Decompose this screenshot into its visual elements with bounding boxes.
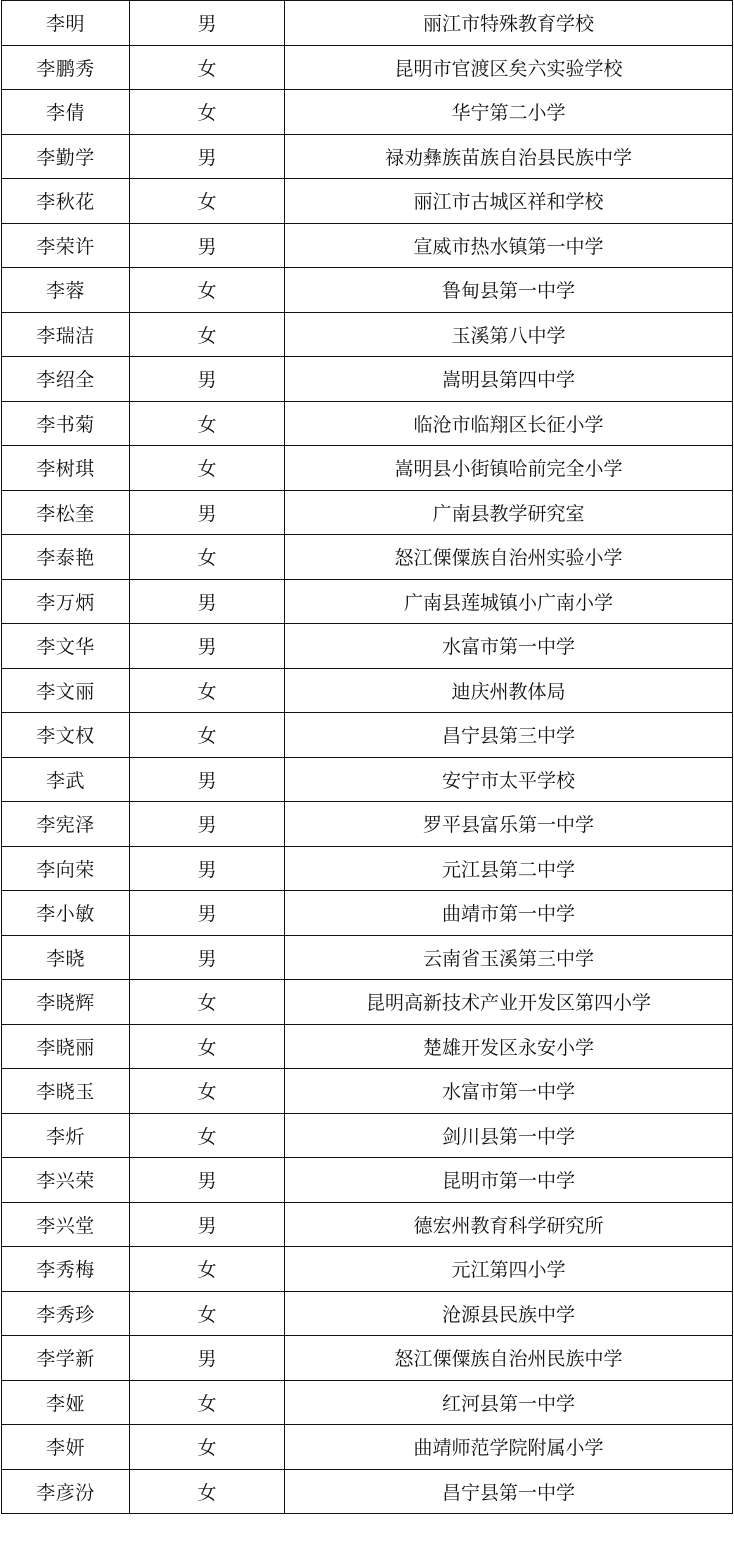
school-cell: 元江县第二中学 [285, 846, 733, 891]
roster-table [1, 0, 733, 1514]
school-cell: 安宁市太平学校 [285, 757, 733, 802]
name-cell: 李妍 [2, 1425, 130, 1470]
name-cell: 李蓉 [2, 268, 130, 313]
table-row [2, 446, 733, 491]
table-row [2, 802, 733, 847]
gender-cell: 男 [130, 757, 285, 802]
school-cell: 禄劝彝族苗族自治县民族中学 [285, 134, 733, 179]
school-cell: 昌宁县第三中学 [285, 713, 733, 758]
school-cell: 曲靖市第一中学 [285, 891, 733, 936]
table-row [2, 90, 733, 135]
name-cell: 李兴荣 [2, 1158, 130, 1203]
gender-cell: 男 [130, 891, 285, 936]
school-cell: 嵩明县小街镇哈前完全小学 [285, 446, 733, 491]
name-cell: 李武 [2, 757, 130, 802]
school-cell: 昌宁县第一中学 [285, 1469, 733, 1514]
gender-cell: 女 [130, 179, 285, 224]
name-cell: 李晓玉 [2, 1069, 130, 1114]
gender-cell: 女 [130, 1069, 285, 1114]
name-cell: 李瑞洁 [2, 312, 130, 357]
table-row [2, 891, 733, 936]
school-cell: 沧源县民族中学 [285, 1291, 733, 1336]
name-cell: 李绍全 [2, 357, 130, 402]
roster-body [2, 1, 733, 1514]
school-cell: 水富市第一中学 [285, 1069, 733, 1114]
gender-cell: 女 [130, 90, 285, 135]
name-cell: 李彦汾 [2, 1469, 130, 1514]
table-row [2, 535, 733, 580]
gender-cell: 女 [130, 713, 285, 758]
gender-cell: 女 [130, 1425, 285, 1470]
table-row [2, 1425, 733, 1470]
gender-cell: 女 [130, 1024, 285, 1069]
name-cell: 李秀珍 [2, 1291, 130, 1336]
school-cell: 怒江傈僳族自治州民族中学 [285, 1336, 733, 1381]
name-cell: 李晓丽 [2, 1024, 130, 1069]
table-row [2, 1291, 733, 1336]
school-cell: 怒江傈僳族自治州实验小学 [285, 535, 733, 580]
school-cell: 宣威市热水镇第一中学 [285, 223, 733, 268]
gender-cell: 女 [130, 1113, 285, 1158]
table-row [2, 1247, 733, 1292]
gender-cell: 男 [130, 223, 285, 268]
gender-cell: 女 [130, 312, 285, 357]
name-cell: 李兴堂 [2, 1202, 130, 1247]
gender-cell: 女 [130, 401, 285, 446]
gender-cell: 女 [130, 980, 285, 1025]
name-cell: 李松奎 [2, 490, 130, 535]
name-cell: 李文权 [2, 713, 130, 758]
school-cell: 昆明高新技术产业开发区第四小学 [285, 980, 733, 1025]
school-cell: 玉溪第八中学 [285, 312, 733, 357]
school-cell: 昆明市官渡区矣六实验学校 [285, 45, 733, 90]
gender-cell: 男 [130, 624, 285, 669]
table-row [2, 1, 733, 46]
gender-cell: 男 [130, 935, 285, 980]
school-cell: 剑川县第一中学 [285, 1113, 733, 1158]
table-row [2, 1024, 733, 1069]
table-row [2, 1113, 733, 1158]
gender-cell: 女 [130, 535, 285, 580]
table-row [2, 668, 733, 713]
gender-cell: 女 [130, 1469, 285, 1514]
table-row [2, 757, 733, 802]
gender-cell: 男 [130, 134, 285, 179]
name-cell: 李炘 [2, 1113, 130, 1158]
name-cell: 李文华 [2, 624, 130, 669]
gender-cell: 男 [130, 846, 285, 891]
name-cell: 李学新 [2, 1336, 130, 1381]
gender-cell: 女 [130, 668, 285, 713]
school-cell: 鲁甸县第一中学 [285, 268, 733, 313]
gender-cell: 男 [130, 490, 285, 535]
name-cell: 李秋花 [2, 179, 130, 224]
name-cell: 李娅 [2, 1380, 130, 1425]
school-cell: 曲靖师范学院附属小学 [285, 1425, 733, 1470]
table-row [2, 268, 733, 313]
table-row [2, 357, 733, 402]
table-row [2, 490, 733, 535]
gender-cell: 女 [130, 1247, 285, 1292]
table-row [2, 1336, 733, 1381]
school-cell: 广南县莲城镇小广南小学 [285, 579, 733, 624]
name-cell: 李倩 [2, 90, 130, 135]
school-cell: 昆明市第一中学 [285, 1158, 733, 1203]
name-cell: 李秀梅 [2, 1247, 130, 1292]
name-cell: 李荣许 [2, 223, 130, 268]
table-row [2, 223, 733, 268]
gender-cell: 男 [130, 1, 285, 46]
name-cell: 李树琪 [2, 446, 130, 491]
table-row [2, 179, 733, 224]
school-cell: 元江第四小学 [285, 1247, 733, 1292]
school-cell: 临沧市临翔区长征小学 [285, 401, 733, 446]
table-row [2, 846, 733, 891]
table-row [2, 401, 733, 446]
table-row [2, 1380, 733, 1425]
name-cell: 李文丽 [2, 668, 130, 713]
gender-cell: 男 [130, 802, 285, 847]
table-row [2, 1202, 733, 1247]
name-cell: 李万炳 [2, 579, 130, 624]
table-row [2, 1069, 733, 1114]
gender-cell: 男 [130, 357, 285, 402]
school-cell: 嵩明县第四中学 [285, 357, 733, 402]
table-row [2, 713, 733, 758]
gender-cell: 女 [130, 446, 285, 491]
table-row [2, 312, 733, 357]
name-cell: 李晓辉 [2, 980, 130, 1025]
table-row [2, 1158, 733, 1203]
name-cell: 李鹏秀 [2, 45, 130, 90]
gender-cell: 女 [130, 45, 285, 90]
gender-cell: 男 [130, 579, 285, 624]
name-cell: 李晓 [2, 935, 130, 980]
gender-cell: 男 [130, 1336, 285, 1381]
name-cell: 李向荣 [2, 846, 130, 891]
table-row [2, 1469, 733, 1514]
school-cell: 广南县教学研究室 [285, 490, 733, 535]
gender-cell: 女 [130, 268, 285, 313]
school-cell: 德宏州教育科学研究所 [285, 1202, 733, 1247]
school-cell: 华宁第二小学 [285, 90, 733, 135]
name-cell: 李明 [2, 1, 130, 46]
table-row [2, 579, 733, 624]
gender-cell: 女 [130, 1380, 285, 1425]
name-cell: 李泰艳 [2, 535, 130, 580]
school-cell: 丽江市特殊教育学校 [285, 1, 733, 46]
table-row [2, 134, 733, 179]
gender-cell: 男 [130, 1158, 285, 1203]
gender-cell: 女 [130, 1291, 285, 1336]
school-cell: 云南省玉溪第三中学 [285, 935, 733, 980]
name-cell: 李宪泽 [2, 802, 130, 847]
school-cell: 丽江市古城区祥和学校 [285, 179, 733, 224]
table-row [2, 45, 733, 90]
school-cell: 罗平县富乐第一中学 [285, 802, 733, 847]
school-cell: 楚雄开发区永安小学 [285, 1024, 733, 1069]
name-cell: 李书菊 [2, 401, 130, 446]
table-row [2, 980, 733, 1025]
table-row [2, 935, 733, 980]
gender-cell: 男 [130, 1202, 285, 1247]
table-row [2, 624, 733, 669]
school-cell: 红河县第一中学 [285, 1380, 733, 1425]
school-cell: 迪庆州教体局 [285, 668, 733, 713]
name-cell: 李勤学 [2, 134, 130, 179]
name-cell: 李小敏 [2, 891, 130, 936]
school-cell: 水富市第一中学 [285, 624, 733, 669]
